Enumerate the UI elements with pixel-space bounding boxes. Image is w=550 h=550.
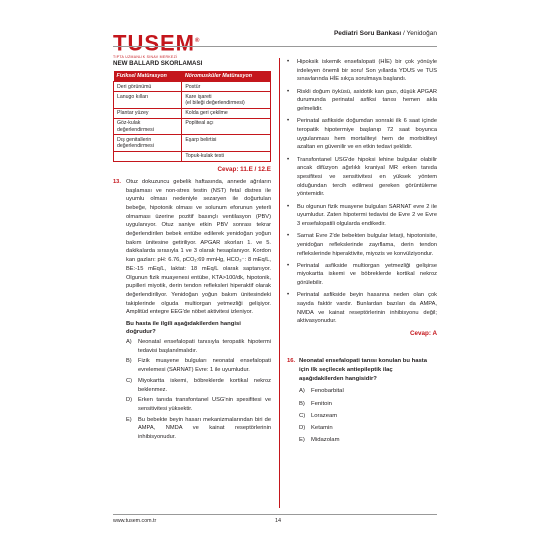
logo-wordmark: TUSEM® [113, 30, 201, 56]
answer-option [126, 377, 271, 394]
answer-option [299, 387, 437, 396]
bullet-text: Perinatal asfikside multiorgan yetmezliği gelişirse miyokartta iskemi ve böbreklerde kortikal nekroz görülebilir. [297, 262, 437, 287]
question-options [113, 338, 271, 442]
bullet-text: Perinatal asfikside beyin hasarına neden olan çok sayıda faktör vardır. Bunlardan bazıları da AMPA, NMDA ve kainat reseptörlerinin inhibisyonu değil; aktivasyonudur. [297, 292, 437, 325]
question-16 [287, 357, 437, 445]
option-letter: D) [126, 397, 133, 404]
table-cell: Lanugo kılları [114, 92, 182, 108]
answer-option [126, 416, 271, 442]
table-cell: Popliteal açı [182, 118, 271, 134]
option-text: Erken tanıda transfontanel USG'nin spesifitesi ve sensitivitesi yüksektir. [138, 397, 271, 412]
question-stem: Otuz dokuzuncu gebelik haftasında, annede ağrıların başlaması ve non-stres testin (NST) fetal distres ile uyumlu olması nedeniyle sezaryen ile doğurtulan bebeğe, hipotonik olması ve solunum eforunun yeterli olmaması üzerine pozitif basınçlı ventilasyon (PBV) uygulanıyor. Otuz saniye etkin PBV sonrası tekrar değerlendirilen bebek entübe edilerek yenidoğan yoğun bakım ünitesine getiriliyor. APGAR skorları 1. ve 5. dakikalarda sırasıyla 1 ve 3 olarak hesaplanıyor. Kordon kan gazları: pH: 6.76, pCO₂:69 mmHg, HCO₃⁻: 8 mEq/L, BE:-15 mEq/L, laktat: 18 mEq/L olarak saptanıyor. Olgunun fizik muayenesi entübe, KTA>100/dk, hipotonik, pupilleri miyotik, derin tendon refleksleri hiperaktif olarak değerlendiriliyor. Yenidoğan yoğun bakım ünitesindeki takiplerinde olguda multiorgan yetmezliği gelişiyor. Amplitüd entegre EEG'de nöbet aktivitesi izleniyor. [126, 178, 271, 316]
ballard-table [113, 71, 271, 162]
option-letter: E) [299, 437, 305, 444]
table-row [114, 151, 271, 161]
left-column [113, 60, 271, 444]
bullet-text: Transfontanel USG'de hipoksi lehine bulgular olabilir ancak difüzyon ağırlıklı kraniyal MR erken tanıda spesifitesi ve sensitivitesi en yüksek yöntem olduğundan tercih edilmesi gereken görüntüleme yöntemidir. [297, 156, 437, 198]
question-number: 13. [113, 178, 121, 185]
option-text: Neonatal ensefalopati tanısıyla teropatik hipotermi tedavisi başlanılmalıdır. [138, 339, 271, 354]
answer-11-12: Cevap: 11.E / 12.E [217, 165, 271, 173]
bullet-item [287, 232, 437, 258]
answer-option [299, 412, 437, 421]
chapter-title: Yenidoğan [406, 30, 437, 37]
question-options [287, 387, 437, 445]
question-prompt: Bu hasta ile ilgili aşağıdakilerden hangisi doğrudur? [126, 321, 241, 336]
bullet-icon: • [287, 59, 290, 65]
answer-option [299, 400, 437, 409]
option-text: Lorazeam [311, 412, 338, 419]
table-header: Fiziksel Matürasyon [114, 71, 182, 82]
table-cell [114, 151, 182, 161]
running-header [334, 30, 437, 37]
answer-option [126, 357, 271, 374]
option-text: Miyokartta iskemi, böbreklerde kortikal nekroz beklenmez. [138, 377, 271, 393]
option-letter: B) [299, 400, 305, 407]
table-cell: Eşarp belirtisi [182, 135, 271, 151]
table-row [114, 92, 271, 108]
column-divider [279, 58, 280, 508]
bullet-item [287, 88, 437, 114]
option-text: Midazolam [311, 437, 340, 444]
option-letter: C) [126, 377, 133, 384]
table-cell: Deri görünümü [114, 82, 182, 92]
question-number: 16. [287, 358, 296, 365]
bullet-icon: • [287, 203, 290, 210]
right-column [287, 58, 437, 449]
bullet-icon: • [287, 118, 290, 125]
option-text: Ketamin [311, 425, 333, 432]
table-row [114, 108, 271, 118]
bullet-text: Perinatal asfikside doğumdan sonraki ilk 6 saat içinde teropatik hipotermiye başlanıp 72 saat boyunca uygulanması hem mortaliteyi hem de morbiditeyi azaltan en güvenilir ve en etkin tedavi şeklidir. [297, 118, 437, 151]
option-text: Bu bebekte beyin hasarı mekanizmalarından biri de AMPA, NMDA ve kainat reseptörlerinin inhibisyonudur. [138, 416, 271, 441]
option-letter: A) [299, 388, 305, 395]
explanation-list [287, 58, 437, 326]
bullet-item [287, 203, 437, 229]
bullet-icon: • [287, 233, 290, 240]
bullet-text: Hipoksik iskemik ensefalopati (HİE) bir çok yönüyle irdeleyen önemli bir soru! Son yıllarda YDUS ve TUS sınavlarında HİE sıkça sorulmaya başlandı. [297, 59, 437, 83]
option-text: Fenitoin [311, 400, 332, 407]
answer-option [299, 436, 437, 445]
table-cell: Göz-kulak değerlendirmesi [114, 118, 182, 134]
bullet-text: Bu olgunun fizik muayene bulguları SARNAT evre 2 ile uyumludur. Zaten hipotermi tedavisi de Evre 2 ve Evre 3 ensefalopatili olgularda endikedir. [297, 203, 437, 227]
footer-url: www.tusem.com.tr [113, 518, 157, 524]
answer-option [299, 424, 437, 433]
table-cell: Plantar yüzey [114, 108, 182, 118]
bullet-item [287, 291, 437, 326]
header-rule [113, 46, 437, 47]
footer-rule [113, 514, 437, 515]
option-text: Fizik muayene bulguları neonatal ensefalopati evrelemesi (SARNAT) Evre: 1 ile uyumludur. [138, 358, 271, 374]
table-cell: Topuk-kulak testi [182, 151, 271, 161]
table-cell: Dış genitallerin değerlendirmesi [114, 135, 182, 151]
book-title: Pediatri Soru Bankası [333, 30, 402, 37]
section-title: NEW BALLARD SKORLAMASI [113, 60, 203, 67]
bullet-item [287, 156, 437, 200]
option-letter: B) [126, 358, 132, 365]
table-cell: Postür [182, 82, 271, 92]
logo-subtitle: TIPTA UZMANLIK SINAV MERKEZİ [113, 55, 178, 60]
bullet-text: Riskli doğum öyküsü, asidotik kan gazı, düşük APGAR durumunda perinatal asfiksi tanısı hemen akla gelmelidir. [297, 88, 437, 113]
answer-13: Cevap: A [409, 330, 437, 338]
question-stem: Neonatal ensefalopati tanısı konulan bu hasta için ilk seçilecek antiepileptik ilaç aşağıdakilerden hangisidir? [299, 358, 427, 382]
option-letter: D) [299, 425, 306, 432]
table-row [114, 118, 271, 134]
header-separator: / [402, 30, 405, 37]
bullet-icon: • [287, 262, 290, 269]
table-row [114, 135, 271, 151]
page-number: 14 [275, 518, 282, 524]
table-cell: Kare işareti (el bileği değerlendirmesi) [182, 92, 271, 108]
bullet-icon: • [287, 88, 290, 95]
tusem-logo [113, 30, 200, 59]
option-text: Fenobarbital [311, 388, 344, 395]
option-letter: A) [126, 339, 132, 346]
answer-option [126, 338, 271, 355]
bullet-icon: • [287, 292, 290, 299]
bullet-text: Sarnat Evre 2'de bebekten bulgular letarji, hipotonisite, yenidoğan reflekslerinde zayıflama, derin tendon reflekslerinde hiperaktivite, miyozis ve konvülziyondur. [297, 233, 437, 257]
question-13 [113, 178, 271, 317]
table-header: Nöromusküler Matürasyon [182, 71, 271, 82]
table-cell: Kolda geri çekilme [182, 108, 271, 118]
bullet-item [287, 117, 437, 152]
bullet-icon: • [287, 156, 290, 163]
option-letter: C) [299, 412, 306, 419]
table-row [114, 82, 271, 92]
option-letter: E) [126, 416, 132, 423]
bullet-item [287, 262, 437, 288]
answer-option [126, 396, 271, 413]
bullet-item [287, 58, 437, 84]
